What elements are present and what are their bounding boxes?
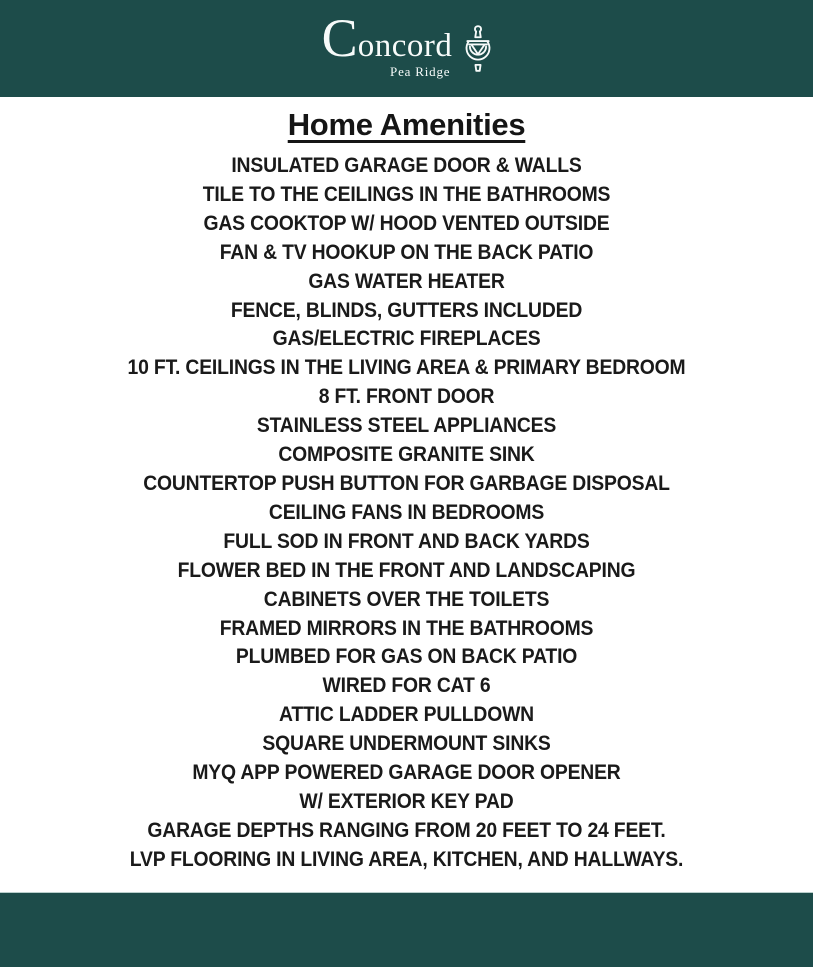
amenity-line: COUNTERTOP PUSH BUTTON FOR GARBAGE DISPOSAL: [143, 470, 670, 495]
amenity-line: FULL SOD IN FRONT AND BACK YARDS: [223, 528, 590, 553]
amenity-line: FAN & TV HOOKUP ON THE BACK PATIO: [219, 239, 594, 264]
amenity-line: GAS/ELECTRIC FIREPLACES: [272, 326, 541, 351]
amenity-line: CEILING FANS IN BEDROOMS: [268, 499, 545, 524]
amenity-line: FENCE, BLINDS, GUTTERS INCLUDED: [230, 297, 583, 322]
amenity-line: PLUMBED FOR GAS ON BACK PATIO: [235, 644, 578, 669]
brand-subtitle: Pea Ridge: [390, 64, 451, 79]
amenity-line: STAINLESS STEEL APPLIANCES: [256, 413, 557, 438]
amenity-line: GAS WATER HEATER: [308, 268, 505, 293]
amenity-line: 8 FT. FRONT DOOR: [318, 384, 495, 409]
amenity-line: TILE TO THE CEILINGS IN THE BATHROOMS: [202, 181, 611, 206]
amenity-line: WIRED FOR CAT 6: [322, 673, 491, 698]
door-knocker-icon: [461, 24, 495, 76]
brand-logo: [321, 8, 496, 80]
brand-name: [321, 8, 453, 68]
amenity-line: W/ EXTERIOR KEY PAD: [299, 788, 514, 813]
amenity-line: SQUARE UNDERMOUNT SINKS: [262, 731, 551, 756]
amenity-line: LVP FLOORING IN LIVING AREA, KITCHEN, AND HALLWAYS.: [129, 846, 684, 871]
amenity-line: COMPOSITE GRANITE SINK: [278, 442, 535, 467]
page-title: Home Amenities: [287, 107, 526, 142]
amenity-line: GARAGE DEPTHS RANGING FROM 20 FEET TO 24 FEET.: [147, 817, 666, 842]
amenity-line: MYQ APP POWERED GARAGE DOOR OPENER: [192, 760, 621, 785]
amenity-line: 10 FT. CEILINGS IN THE LIVING AREA & PRIMARY BEDROOM: [127, 355, 686, 380]
footer-bar: [0, 892, 813, 967]
amenity-line: GAS COOKTOP W/ HOOD VENTED OUTSIDE: [203, 210, 610, 235]
amenities-list: [41, 151, 773, 874]
amenity-line: ATTIC LADDER PULLDOWN: [279, 702, 534, 727]
amenity-line: CABINETS OVER THE TOILETS: [263, 586, 550, 611]
brand-name-rest: oncord: [357, 28, 453, 64]
amenities-section: [0, 97, 813, 892]
amenity-line: INSULATED GARAGE DOOR & WALLS: [231, 153, 582, 177]
brand-wordmark: [321, 8, 453, 80]
brand-header: [0, 0, 813, 97]
amenity-line: FRAMED MIRRORS IN THE BATHROOMS: [219, 615, 594, 640]
brand-initial-letter: C: [321, 8, 358, 68]
amenity-line: FLOWER BED IN THE FRONT AND LANDSCAPING: [177, 557, 636, 582]
